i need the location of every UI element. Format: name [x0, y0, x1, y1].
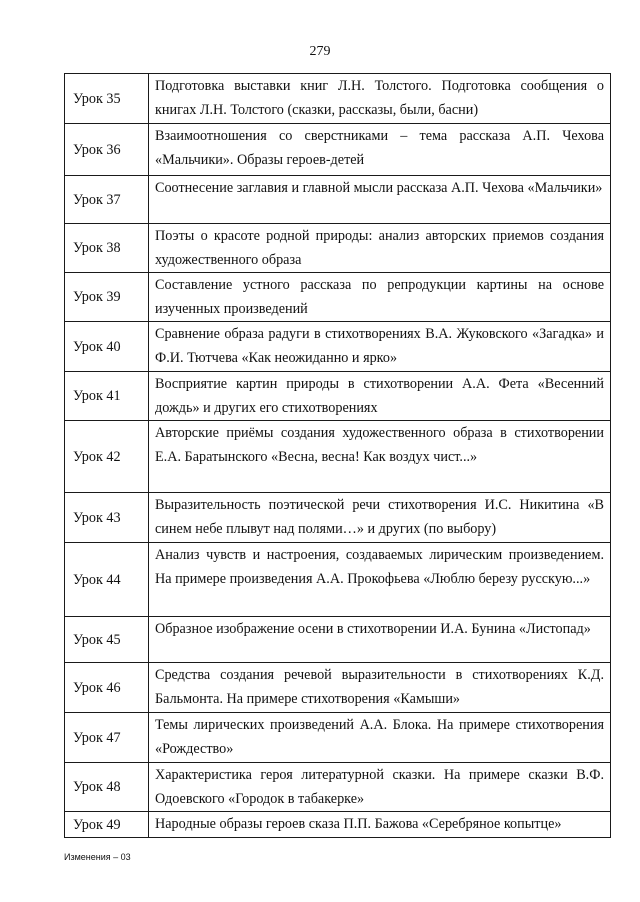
lesson-topic: Анализ чувств и настроения, создаваемых лирическим произведением. На примере произведения А.А. Прокофьева «Люблю березу русскую...» [149, 543, 611, 617]
table-row [65, 493, 611, 543]
lesson-number: Урок 49 [65, 812, 149, 838]
lesson-number: Урок 39 [65, 273, 149, 322]
lesson-topic: Соотнесение заглавия и главной мысли рассказа А.П. Чехова «Мальчики» [149, 176, 611, 224]
lesson-topic: Характеристика героя литературной сказки. На примере сказки В.Ф. Одоевского «Городок в табакерке» [149, 763, 611, 812]
lesson-number: Урок 46 [65, 663, 149, 713]
table-row [65, 372, 611, 421]
lesson-topic: Взаимоотношения со сверстниками – тема рассказа А.П. Чехова «Мальчики». Образы героев-детей [149, 124, 611, 176]
lesson-number: Урок 43 [65, 493, 149, 543]
table-row [65, 763, 611, 812]
table-row [65, 617, 611, 663]
table-row [65, 74, 611, 124]
table-row [65, 663, 611, 713]
revision-footer: Изменения – 03 [64, 852, 131, 862]
lesson-topic: Поэты о красоте родной природы: анализ авторских приемов создания художественного образа [149, 224, 611, 273]
table-row [65, 812, 611, 838]
lesson-topic: Восприятие картин природы в стихотворении А.А. Фета «Весенний дождь» и других его стихотворениях [149, 372, 611, 421]
table-row [65, 713, 611, 763]
lesson-topic: Подготовка выставки книг Л.Н. Толстого. Подготовка сообщения о книгах Л.Н. Толстого (сказки, рассказы, были, басни) [149, 74, 611, 124]
lesson-topic: Темы лирических произведений А.А. Блока. На примере стихотворения «Рождество» [149, 713, 611, 763]
lesson-topic: Авторские приёмы создания художественного образа в стихотворении Е.А. Баратынского «Весна, весна! Как воздух чист...» [149, 421, 611, 493]
lesson-number: Урок 47 [65, 713, 149, 763]
lesson-number: Урок 36 [65, 124, 149, 176]
table-row [65, 224, 611, 273]
lesson-topic: Выразительность поэтической речи стихотворения И.С. Никитина «В синем небе плывут над полями…» и других (по выбору) [149, 493, 611, 543]
lesson-topic: Народные образы героев сказа П.П. Бажова «Серебряное копытце» [149, 812, 611, 838]
page-number: 279 [309, 44, 331, 59]
lesson-topic: Образное изображение осени в стихотворении И.А. Бунина «Листопад» [149, 617, 611, 663]
lesson-plan-table [64, 73, 611, 838]
table-row [65, 124, 611, 176]
table-row [65, 273, 611, 322]
table-row [65, 176, 611, 224]
lesson-number: Урок 41 [65, 372, 149, 421]
lesson-number: Урок 44 [65, 543, 149, 617]
lesson-number: Урок 42 [65, 421, 149, 493]
lesson-number: Урок 37 [65, 176, 149, 224]
lesson-topic: Сравнение образа радуги в стихотворениях В.А. Жуковского «Загадка» и Ф.И. Тютчева «Как неожиданно и ярко» [149, 322, 611, 372]
lesson-number: Урок 48 [65, 763, 149, 812]
lesson-topic: Средства создания речевой выразительности в стихотворениях К.Д. Бальмонта. На примере стихотворения «Камыши» [149, 663, 611, 713]
lesson-number: Урок 45 [65, 617, 149, 663]
table-row [65, 322, 611, 372]
table-row [65, 421, 611, 493]
lesson-topic: Составление устного рассказа по репродукции картины на основе изученных произведений [149, 273, 611, 322]
lesson-number: Урок 35 [65, 74, 149, 124]
table-row [65, 543, 611, 617]
lesson-number: Урок 40 [65, 322, 149, 372]
lesson-number: Урок 38 [65, 224, 149, 273]
